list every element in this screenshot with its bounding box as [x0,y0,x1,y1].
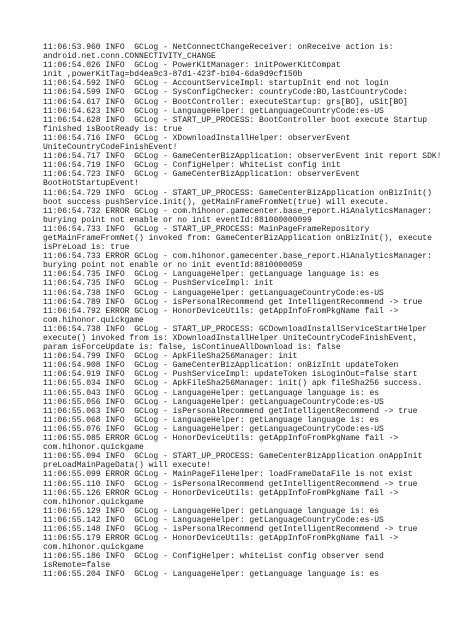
log-line: 11:06:55.099 ERROR GCLog - MainPageFileHelper: loadFrameDataFile is not exist [43,470,413,480]
log-line: 11:06:54.623 INFO GCLog - LanguageHelper: getLanguageCountryCode:es-US [43,106,384,116]
log-line: 11:06:55.110 INFO GCLog - isPersonalRecommend getIntelligentRecommend -> true [43,479,418,489]
log-line: 11:06:55.148 INFO GCLog - isPersonalRecommend getIntelligentRecommend -> true [43,524,418,534]
log-line: 11:06:55.179 ERROR GCLog - HonorDeviceUtils: getAppInfoFromPkgName fail -> [43,534,399,544]
log-line: 11:06:55.142 INFO GCLog - LanguageHelper: getLanguageCountryCode:es-US [43,515,384,525]
log-line: com.hihonor.quickgame [43,443,144,453]
log-line: preLoadMainPageData() will execute! [43,461,212,471]
log-line: 11:06:54.617 INFO GCLog - BootController: executeStartup: grs[BO], uSit[BO] [43,97,408,107]
log-line: 11:06:54.733 ERROR GCLog - com.hihonor.gamecenter.base_report.HiAnalyticsManager: [43,252,432,262]
log-line: 11:06:54.733 INFO GCLog - START_UP_PROCESS: MainPageFrameRepository [43,224,370,234]
log-line: BootHotStartupEvent! [43,179,140,189]
log-line: 11:06:55.056 INFO GCLog - LanguageHelper: getLanguageCountryCode:es-US [43,397,384,407]
log-line: 11:06:55.085 ERROR GCLog - HonorDeviceUtils: getAppInfoFromPkgName fail -> [43,434,399,444]
log-line: 11:06:53.960 INFO GCLog - NetConnectChangeReceiver: onReceive action is: [43,43,394,52]
log-line: 11:06:55.204 INFO GCLog - LanguageHelper: getLanguage language is: es [43,570,380,580]
log-line: 11:06:55.043 INFO GCLog - LanguageHelper: getLanguage language is: es [43,388,380,398]
log-line: 11:06:55.126 ERROR GCLog - HonorDeviceUtils: getAppInfoFromPkgName fail -> [43,488,399,498]
log-line: 11:06:54.628 INFO GCLog - START_UP_PROCESS: BootController boot execute Startup [43,115,428,125]
log-line: com.hihonor.quickgame [43,543,144,553]
log-line: 11:06:55.068 INFO GCLog - LanguageHelper: getLanguage language is: es [43,415,380,425]
log-line: com.hihonor.quickgame [43,315,144,325]
log-line: 11:06:54.026 INFO GCLog - PowerKitManager: initPowerKitCompat [43,61,341,71]
log-line: 11:06:54.716 INFO GCLog - XDownloadInstallHelper: observerEvent [43,133,351,143]
log-line: 11:06:54.735 INFO GCLog - LanguageHelper: getLanguage language is: es [43,270,380,280]
log-line: 11:06:54.592 INFO GCLog - AccountServiceImpl: startupInit end not login [43,79,389,89]
log-line: execute() invoked from is: XDownloadInstallHelper UniteCountryCodeFinishEvent, [43,334,418,343]
log-line: 11:06:55.034 INFO GCLog - ApkFileSha256Manager: init() apk fileSha256 success. [43,379,423,389]
log-line: init ,powerKitTag=bd4ea9c3-87d1-423f-b104-6da9d9cf150b [43,70,303,80]
log-line: android.net.conn.CONNECTIVITY_CHANGE [43,52,216,62]
log-line: UniteCountryCodeFinishEvent! [43,143,178,153]
log-line: burying point not enable or no init eventId:8810000059 [43,261,303,271]
log-body [43,43,471,580]
log-line: finished isBootReady is: true [43,124,183,134]
log-line: 11:06:54.719 INFO GCLog - ConfigHelper: WhiteList config init [43,161,341,171]
log-line: boot success pushService.init(), getMainFrameFromNet(true) will execute. [43,197,389,207]
log-line: 11:06:54.738 INFO GCLog - LanguageHelper: getLanguageCountryCode:es-US [43,288,384,298]
log-page [43,43,471,580]
log-line: 11:06:54.792 ERROR GCLog - HonorDeviceUtils: getAppInfoFromPkgName fail -> [43,306,399,316]
log-line: com.hihonor.quickgame [43,497,144,507]
log-line: 11:06:54.717 INFO GCLog - GameCenterBizApplication: observerEvent init report SDK! [43,152,442,162]
log-line: 11:06:54.723 INFO GCLog - GameCenterBizApplication: observerEvent [43,170,360,180]
log-line: 11:06:54.729 INFO GCLog - START_UP_PROCESS: GameCenterBizApplication onBizInit() [43,188,432,198]
log-line: 11:06:54.735 INFO GCLog - PushServiceImpl: init [43,279,274,289]
log-line: 11:06:54.799 INFO GCLog - ApkFileSha256Manager: init [43,352,298,362]
log-line: isRemote=false [43,561,111,571]
log-line: 11:06:54.599 INFO GCLog - SysConfigChecker: countryCode:BO,lastCountryCode: [43,88,408,98]
log-line: burying point not enable or no init eventId:881000000099 [43,215,312,225]
log-line: isPreLoad is: true [43,243,130,253]
log-line: 11:06:55.076 INFO GCLog - LanguageHelper: getLanguageCountryCode:es-US [43,424,384,434]
log-line: 11:06:54.789 INFO GCLog - isPersonalRecommend get IntelligentRecommend -> true [43,297,423,307]
log-line: getMainFrameFromNet() invoked from: GameCenterBizApplication onBizInit(), execute [43,233,432,243]
log-line: 11:06:55.129 INFO GCLog - LanguageHelper: getLanguage language is: es [43,506,380,516]
log-line: 11:06:54.908 INFO GCLog - GameCenterBizApplication: onBizInit updateToken [43,361,399,371]
log-line: 11:06:55.186 INFO GCLog - ConfigHelper: whiteList config observer send [43,552,384,562]
log-line: 11:06:54.732 ERROR GCLog - com.hihonor.gamecenter.base_report.HiAnalyticsManager: [43,206,432,216]
log-line: 11:06:55.063 INFO GCLog - isPersonalRecommend getIntelligentRecommend -> true [43,406,418,416]
log-line: param isForceUpdate is: false, isContinueAllDownload is: false [43,343,341,353]
log-line: 11:06:54.919 INFO GCLog - PushServiceImpl: updateToken isLoginOut=false start [43,370,418,380]
log-line: 11:06:55.094 INFO GCLog - START_UP_PROCESS: GameCenterBizApplication onAppInit [43,452,423,462]
log-line: 11:06:54.738 INFO GCLog - START_UP_PROCESS: GCDownloadInstallServiceStartHelper [43,324,428,334]
